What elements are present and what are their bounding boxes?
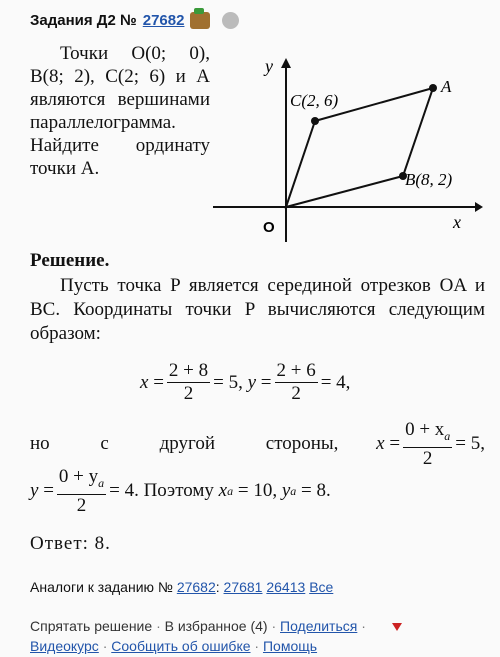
- task-title: Задания Д2 №: [30, 12, 137, 29]
- analog-link-2[interactable]: 26413: [266, 579, 306, 595]
- video-course-link[interactable]: Видеокурс: [30, 638, 99, 654]
- analog-all-link[interactable]: Все: [309, 579, 334, 595]
- problem-text: Точки O(0; 0), B(8; 2), C(2; 6) и A являются вершинами параллелограмма. Найдите ординату точки A.: [30, 43, 210, 179]
- status-circle-icon[interactable]: [222, 12, 239, 29]
- analog-task-link[interactable]: 27682: [176, 579, 216, 595]
- report-error-link[interactable]: Сообщить об ошибке: [111, 638, 251, 654]
- problem-statement: [30, 42, 210, 180]
- help-link[interactable]: Помощь: [262, 638, 318, 654]
- parallelogram-figure: [213, 52, 483, 242]
- label-a: A: [441, 77, 452, 96]
- x-axis-arrow: [475, 202, 483, 212]
- footer-actions-2: Видеокурс · Сообщить об ошибке · Помощь: [30, 638, 318, 654]
- other-side-text: но с другой стороны,: [30, 433, 339, 455]
- point-a: [429, 84, 437, 92]
- footer-actions-1: Спрятать решение · В избранное (4) · Поделиться ·: [30, 618, 402, 634]
- label-y: y: [265, 56, 273, 76]
- dropdown-triangle-icon[interactable]: [392, 623, 402, 631]
- solution-intro: [30, 274, 485, 346]
- formula-midpoint: x = $\frac{2 + 8}{2}$ = 5, y = $\frac{2 + 6}{2}$ = 4,: [140, 360, 351, 404]
- label-o: O: [263, 219, 275, 236]
- favorites-button[interactable]: В избранное (4): [164, 618, 268, 634]
- label-b: B(8, 2): [405, 170, 453, 189]
- solution-title: Решение.: [30, 250, 110, 271]
- task-number-link[interactable]: 27682: [142, 12, 185, 29]
- analogs-line: Аналоги к заданию № 27682: 27681 26413 Все: [30, 579, 334, 595]
- label-c: C(2, 6): [290, 91, 339, 110]
- formula-y-and-conclusion: y = $\frac{0 + y_a}{2}$ = 4. Поэтому x a = 10, y a = 8.: [30, 466, 331, 516]
- share-link[interactable]: Поделиться: [280, 618, 358, 634]
- y-axis-arrow: [281, 58, 291, 68]
- point-c: [311, 117, 319, 125]
- analog-link-1[interactable]: 27681: [223, 579, 263, 595]
- solution-intro-text: Пусть точка P является серединой отрезков OA и BC. Координаты точки P вычисляются следующим образом:: [30, 275, 485, 344]
- task-header: [30, 12, 239, 29]
- task-box-icon[interactable]: [190, 12, 210, 29]
- formula-other-side: но с другой стороны, x = $\frac{0 + x_a}{2}$ = 5,: [30, 419, 485, 469]
- answer: Ответ: 8.: [30, 533, 111, 554]
- hide-solution-button[interactable]: Спрятать решение: [30, 618, 153, 634]
- label-x: x: [453, 212, 461, 232]
